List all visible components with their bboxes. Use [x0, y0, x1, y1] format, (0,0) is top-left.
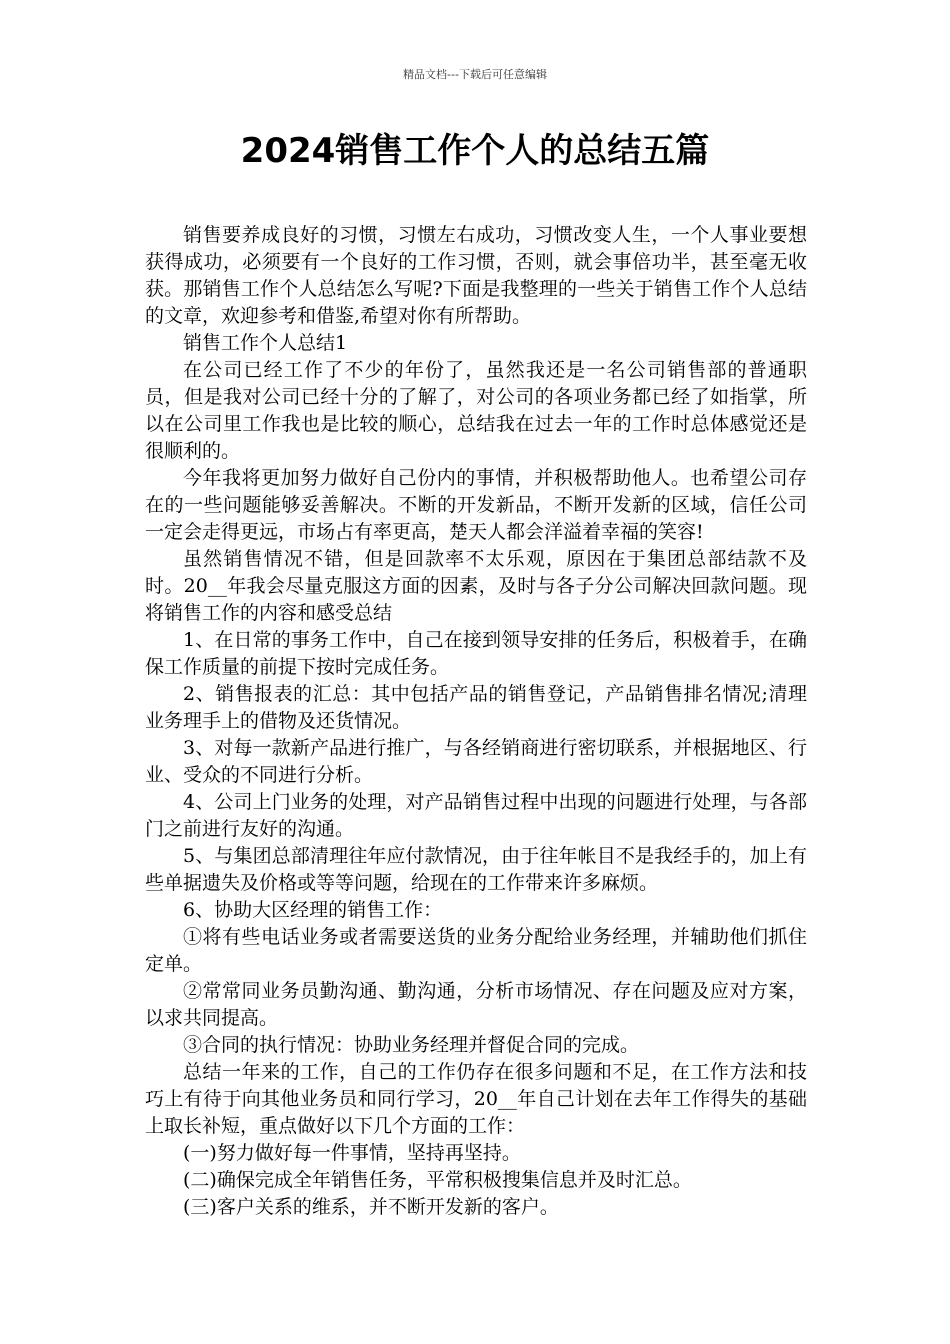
paragraph: 今年我将更加努力做好自己份内的事情，并积极帮助他人。也希望公司存在的一些问题能够妥善解决。不断的开发新品，不断开发新的区域，信任公司一定会走得更远，市场占有率更高，楚天人都会洋溢着幸福的笑容! [145, 467, 807, 543]
list-item: 2、销售报表的汇总：其中包括产品的销售登记，产品销售排名情况;清理业务理手上的借物及还货情况。 [145, 683, 807, 732]
sub-list-item: ③合同的执行情况：协助业务经理并督促合同的完成。 [183, 1034, 640, 1056]
plan-item: (三)客户关系的维系，并不断开发新的客户。 [183, 1196, 559, 1218]
section-heading: 销售工作个人总结1 [183, 332, 348, 354]
plan-item: (一)努力做好每一件事情，坚持再坚持。 [183, 1142, 521, 1164]
document-title: 2024销售工作个人的总结五篇 [240, 131, 710, 171]
list-item: 6、协助大区经理的销售工作： [183, 899, 443, 921]
list-item: 5、与集团总部清理往年应付款情况，由于往年帐目不是我经手的，加上有些单据遗失及价格或等等问题，给现在的工作带来许多麻烦。 [145, 845, 807, 894]
paragraph: 在公司已经工作了不少的年份了，虽然我还是一名公司销售部的普通职员，但是我对公司已经十分的了解了，对公司的各项业务都已经了如指掌，所以在公司里工作我也是比较的顺心，总结我在过去一年的工作时总体感觉还是很顺利的。 [145, 359, 807, 462]
paragraph-intro: 销售要养成良好的习惯，习惯左右成功，习惯改变人生，一个人事业要想获得成功，必须要有一个良好的工作习惯，否则，就会事倍功半，甚至毫无收获。那销售工作个人总结怎么写呢?下面是我整理的一些关于销售工作个人总结的文章，欢迎参考和借鉴,希望对你有所帮助。 [145, 224, 807, 327]
paragraph: 虽然销售情况不错，但是回款率不太乐观，原因在于集团总部结款不及时。20__年我会尽量克服这方面的因素，及时与各子分公司解决回款问题。现将销售工作的内容和感受总结 [145, 548, 807, 624]
document-header-note: 精品文档---下载后可任意编辑 [403, 68, 547, 81]
paragraph: 总结一年来的工作，自己的工作仍存在很多问题和不足，在工作方法和技巧上有待于向其他业务员和同行学习，20__年自己计划在去年工作得失的基础上取长补短，重点做好以下几个方面的工作： [145, 1061, 807, 1137]
sub-list-item: ①将有些电话业务或者需要送货的业务分配给业务经理，并辅助他们抓住定单。 [145, 926, 807, 975]
list-item: 3、对每一款新产品进行推广，与各经销商进行密切联系，并根据地区、行业、受众的不同进行分析。 [145, 737, 807, 786]
list-item: 1、在日常的事务工作中，自己在接到领导安排的任务后，积极着手，在确保工作质量的前提下按时完成任务。 [145, 629, 807, 678]
sub-list-item: ②常常同业务员勤沟通、勤沟通，分析市场情况、存在问题及应对方案，以求共同提高。 [145, 980, 807, 1029]
list-item: 4、公司上门业务的处理，对产品销售过程中出现的问题进行处理，与各部门之前进行友好的沟通。 [145, 791, 807, 840]
plan-item: (二)确保完成全年销售任务，平常积极搜集信息并及时汇总。 [183, 1169, 692, 1191]
document-body [145, 222, 807, 1221]
